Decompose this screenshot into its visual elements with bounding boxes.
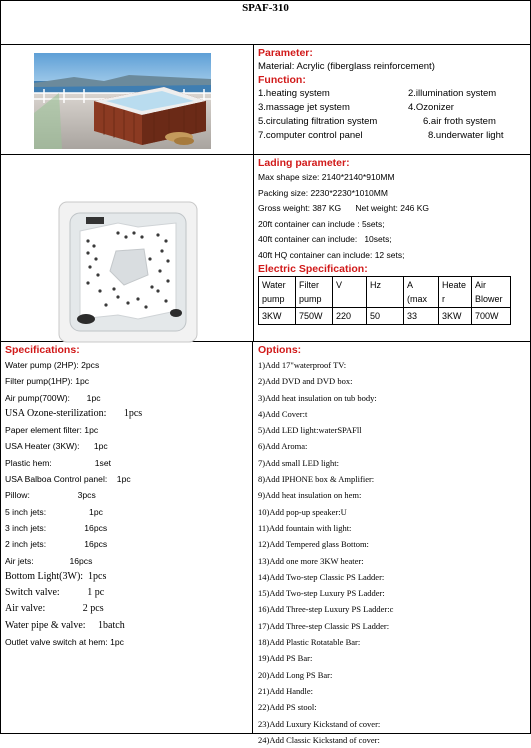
- electric-value-cell: 750W: [296, 308, 333, 325]
- spec-item: Plastic hem: 1set: [5, 457, 112, 468]
- function-item: 2.illumination system: [408, 88, 497, 99]
- option-item: 20)Add Long PS Bar:: [258, 669, 333, 680]
- function-row: [258, 101, 526, 115]
- electric-spec-table: [258, 276, 511, 325]
- function-item: 3.massage jet system: [258, 102, 350, 113]
- packing-size: Packing size: 2230*2230*1010MM: [258, 187, 388, 198]
- options-list: [258, 357, 526, 748]
- specifications-section: [1, 342, 253, 734]
- electric-header-text: Water: [262, 280, 286, 290]
- net-weight: Net weight: 246 KG: [355, 203, 430, 213]
- option-item: 19)Add PS Bar:: [258, 653, 313, 664]
- spec-item: Air valve: 2 pcs: [5, 603, 104, 615]
- electric-header-text: V: [336, 280, 343, 290]
- spec-item: Air pump(700W): 1pc: [5, 392, 101, 403]
- electric-heading: Electric Specification:: [258, 263, 368, 275]
- option-item: 5)Add LED light:waterSPAFll: [258, 425, 362, 436]
- function-item: 8.underwater light: [428, 130, 504, 141]
- option-item: 15)Add Two-step Luxury PS Ladder:: [258, 588, 385, 599]
- spec-item: Outlet valve switch at hem: 1pc: [5, 637, 124, 648]
- container-40ft-hq: 40ft HQ container can include: 12 sets;: [258, 249, 405, 260]
- spec-item: USA Balboa Control panel: 1pc: [5, 474, 131, 485]
- option-item: 7)Add small LED light:: [258, 457, 339, 468]
- option-item: 2)Add DVD and DVD box:: [258, 376, 353, 387]
- option-item: 23)Add Luxury Kickstand of cover:: [258, 718, 381, 729]
- option-item: 13)Add one more 3KW heater:: [258, 555, 364, 566]
- container-20ft: 20ft container can include : 5sets;: [258, 218, 385, 229]
- lading-section: [254, 155, 530, 341]
- max-shape-size: Max shape size: 2140*2140*910MM: [258, 172, 395, 182]
- spec-item: USA Ozone-sterilization: 1pcs: [5, 407, 143, 419]
- option-item: 21)Add Handle:: [258, 685, 314, 696]
- spec-item: Paper element filter: 1pc: [5, 425, 99, 436]
- spec-item: 5 inch jets: 1pc: [5, 506, 103, 517]
- option-item: 22)Add PS stool:: [258, 702, 317, 713]
- function-list: [258, 87, 526, 143]
- electric-header-text: Air: [475, 280, 486, 290]
- electric-value-cell: 220: [333, 308, 367, 325]
- electric-value-cell: 50: [367, 308, 404, 325]
- function-item: 5.circulating filtration system: [258, 116, 378, 127]
- spec-item: USA Heater (3KW): 1pc: [5, 441, 108, 452]
- option-item: 24)Add Classic Kickstand of cover:: [258, 734, 380, 745]
- function-row: [258, 129, 526, 143]
- hot-tub-top-view-photo: [58, 201, 198, 343]
- spec-item: Bottom Light(3W): 1pcs: [5, 570, 107, 582]
- option-item: 3)Add heat insulation on tub body:: [258, 392, 377, 403]
- option-item: 16)Add Three-step Luxury PS Ladder:c: [258, 604, 394, 615]
- option-item: 12)Add Tempered glass Bottom:: [258, 539, 369, 550]
- function-heading: Function:: [258, 74, 306, 86]
- electric-header-text: [370, 292, 400, 306]
- electric-value-cell: 33: [404, 308, 439, 325]
- spec-item: Pillow: 3pcs: [5, 490, 96, 501]
- specifications-list: [5, 357, 248, 650]
- material-text: Material: Acrylic (fiberglass reinforcement): [258, 61, 435, 72]
- options-section: [254, 342, 530, 745]
- parameter-section: [254, 45, 530, 154]
- electric-header-text: Filter: [299, 280, 319, 290]
- option-item: 10)Add pop-up speaker:U: [258, 506, 347, 517]
- spec-item: Air jets: 16pcs: [5, 555, 93, 566]
- hot-tub-terrace-photo: [34, 53, 211, 149]
- electric-value-cell: 3KW: [439, 308, 472, 325]
- electric-header-cell: [472, 277, 511, 308]
- function-item: 7.computer control panel: [258, 130, 363, 141]
- electric-value-cell: 700W: [472, 308, 511, 325]
- options-heading: Options:: [258, 344, 302, 356]
- parameter-heading: Parameter:: [258, 47, 313, 59]
- option-item: 6)Add Aroma:: [258, 441, 308, 452]
- electric-header-text: Hz: [370, 280, 381, 290]
- electric-header-text: r: [442, 294, 445, 304]
- row-specs-options: [1, 342, 530, 745]
- electric-header-cell: [296, 277, 333, 308]
- electric-header-cell: [404, 277, 439, 308]
- gross-weight: Gross weight: 387 KG: [258, 203, 342, 213]
- option-item: 18)Add Plastic Rotatable Bar:: [258, 637, 361, 648]
- electric-value-cell: 3KW: [259, 308, 296, 325]
- electric-header-cell: [439, 277, 472, 308]
- option-item: 11)Add fountain with light:: [258, 522, 352, 533]
- electric-header-text: pump: [262, 294, 285, 304]
- option-item: 17)Add Three-step Classic PS Ladder:: [258, 620, 390, 631]
- electric-header-text: Blower: [475, 294, 503, 304]
- function-row: [258, 87, 526, 101]
- option-item: 8)Add IPHONE box & Amplifier:: [258, 474, 375, 485]
- electric-header-cell: [259, 277, 296, 308]
- function-item: 4.Ozonizer: [408, 102, 454, 113]
- option-item: 9)Add heat insulation on hem:: [258, 490, 362, 501]
- function-item: 6.air froth system: [423, 116, 496, 127]
- spec-item: Switch valve: 1 pc: [5, 587, 105, 599]
- lading-heading: Lading parameter:: [258, 157, 350, 169]
- electric-header-text: Heate: [442, 280, 467, 290]
- option-item: 4)Add Cover:t: [258, 408, 308, 419]
- electric-header-text: (max: [407, 294, 427, 304]
- function-item: 1.heating system: [258, 88, 330, 99]
- option-item: 14)Add Two-step Classic PS Ladder:: [258, 571, 385, 582]
- electric-header-text: pump: [299, 294, 322, 304]
- electric-header-text: [336, 292, 363, 306]
- electric-header-text: A: [407, 280, 414, 290]
- container-40ft: 40ft container can include: 10sets;: [258, 234, 392, 244]
- option-item: 1)Add 17"waterproof TV:: [258, 360, 347, 370]
- function-row: [258, 115, 526, 129]
- spec-item: 2 inch jets: 16pcs: [5, 539, 108, 550]
- spec-item: 3 inch jets: 16pcs: [5, 522, 108, 533]
- spec-item: Water pump (2HP): 2pcs: [5, 360, 100, 370]
- electric-header-cell: [367, 277, 404, 308]
- page-title: SPAF-310: [1, 1, 530, 45]
- spec-item: Filter pump(1HP): 1pc: [5, 376, 90, 387]
- spec-item: Water pipe & valve: 1batch: [5, 619, 125, 631]
- electric-header-cell: [333, 277, 367, 308]
- specifications-heading: Specifications:: [5, 344, 80, 356]
